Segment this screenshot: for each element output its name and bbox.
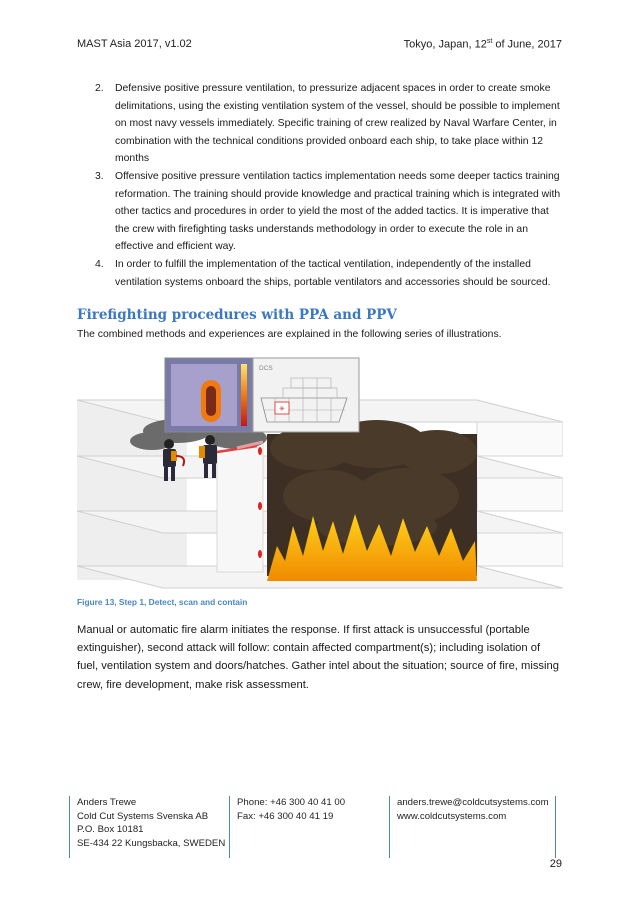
footer-website[interactable]: www.coldcutsystems.com xyxy=(397,810,507,822)
footer-fax: Fax: +46 300 40 41 19 xyxy=(237,810,334,822)
header-document-title: MAST Asia 2017, v1.02 xyxy=(77,38,192,50)
door-marker xyxy=(258,447,262,455)
header-location-date xyxy=(404,38,562,51)
footer-divider xyxy=(555,796,563,858)
numbered-list xyxy=(77,80,562,291)
header-date-suffix-sup: st xyxy=(486,38,493,45)
header-date-prefix: Tokyo, Japan, 12 xyxy=(403,38,487,51)
section-intro: The combined methods and experiences are explained in the following series of illustrations. xyxy=(77,329,502,340)
door-marker xyxy=(258,550,262,558)
footer-email[interactable]: anders.trewe@coldcutsystems.com xyxy=(397,797,549,808)
list-item-number: 3. xyxy=(95,170,104,182)
footer-contact-phone xyxy=(229,796,387,858)
figure-caption: Figure 13, Step 1, Detect, scan and contain xyxy=(77,597,248,607)
section-heading: Firefighting procedures with PPA and PPV xyxy=(77,307,397,323)
list-item-text: Offensive positive pressure ventilation tactics implementation needs some deeper tactics training reformation. The training should provide knowledge and practical training which is integrated with other tactics and procedures in order to yield the most of the added tactics. It is imperative that the crew with firefighting tasks understands methodology in order to execute the role in an effective and efficient way. xyxy=(115,170,561,253)
list-item-text: Defensive positive pressure ventilation, to pressurize adjacent spaces in order to create smoke delimitations, using the existing ventilation system of the vessel, should be possible to implement on most navy vessels immediately. Specific training of crew realized by Naval Warfare Center, in combination with the technical conditions provided onboard each ship, to take place within 12 months xyxy=(115,83,560,165)
footer-phone: Phone: +46 300 40 41 00 xyxy=(237,797,346,808)
dcs-panel xyxy=(253,358,359,432)
page-number: 29 xyxy=(549,858,562,870)
list-item xyxy=(77,256,562,291)
footer-contact-address xyxy=(69,796,227,858)
footer-po-box: P.O. Box 10181 xyxy=(77,824,144,836)
door-marker xyxy=(258,502,262,510)
footer-contact-online xyxy=(389,796,557,858)
burning-compartment xyxy=(267,420,477,581)
header-date-suffix: of June, 2017 xyxy=(492,38,562,51)
firefighting-illustration xyxy=(77,356,563,591)
footer xyxy=(0,796,638,858)
footer-city: SE-434 22 Kungsbacka, SWEDEN xyxy=(77,837,226,849)
list-item xyxy=(77,80,562,168)
alarm-icon: ✳ xyxy=(279,405,285,413)
body-paragraph: Manual or automatic fire alarm initiates the response. If first attack is unsuccessful (portable extinguisher), second attack will follow: contain affected compartment(s); including isolation of fuel, ventilation system and doors/hatches. Gather intel about the situation; source of fire, missing crew, fire development, make risk assessment. xyxy=(77,624,559,691)
list-item-number: 4. xyxy=(95,258,104,270)
list-item-text: In order to fulfill the implementation of the tactical ventilation, independently of the installed ventilation systems onboard the ships, portable ventilators and accessories should be sourced. xyxy=(115,258,551,288)
dcs-label: DCS xyxy=(259,365,273,372)
list-item-number: 2. xyxy=(95,83,104,94)
footer-name: Anders Trewe xyxy=(77,797,137,808)
footer-company: Cold Cut Systems Svenska AB xyxy=(77,810,209,822)
thermal-camera-panel xyxy=(165,358,252,432)
list-item xyxy=(77,168,562,256)
